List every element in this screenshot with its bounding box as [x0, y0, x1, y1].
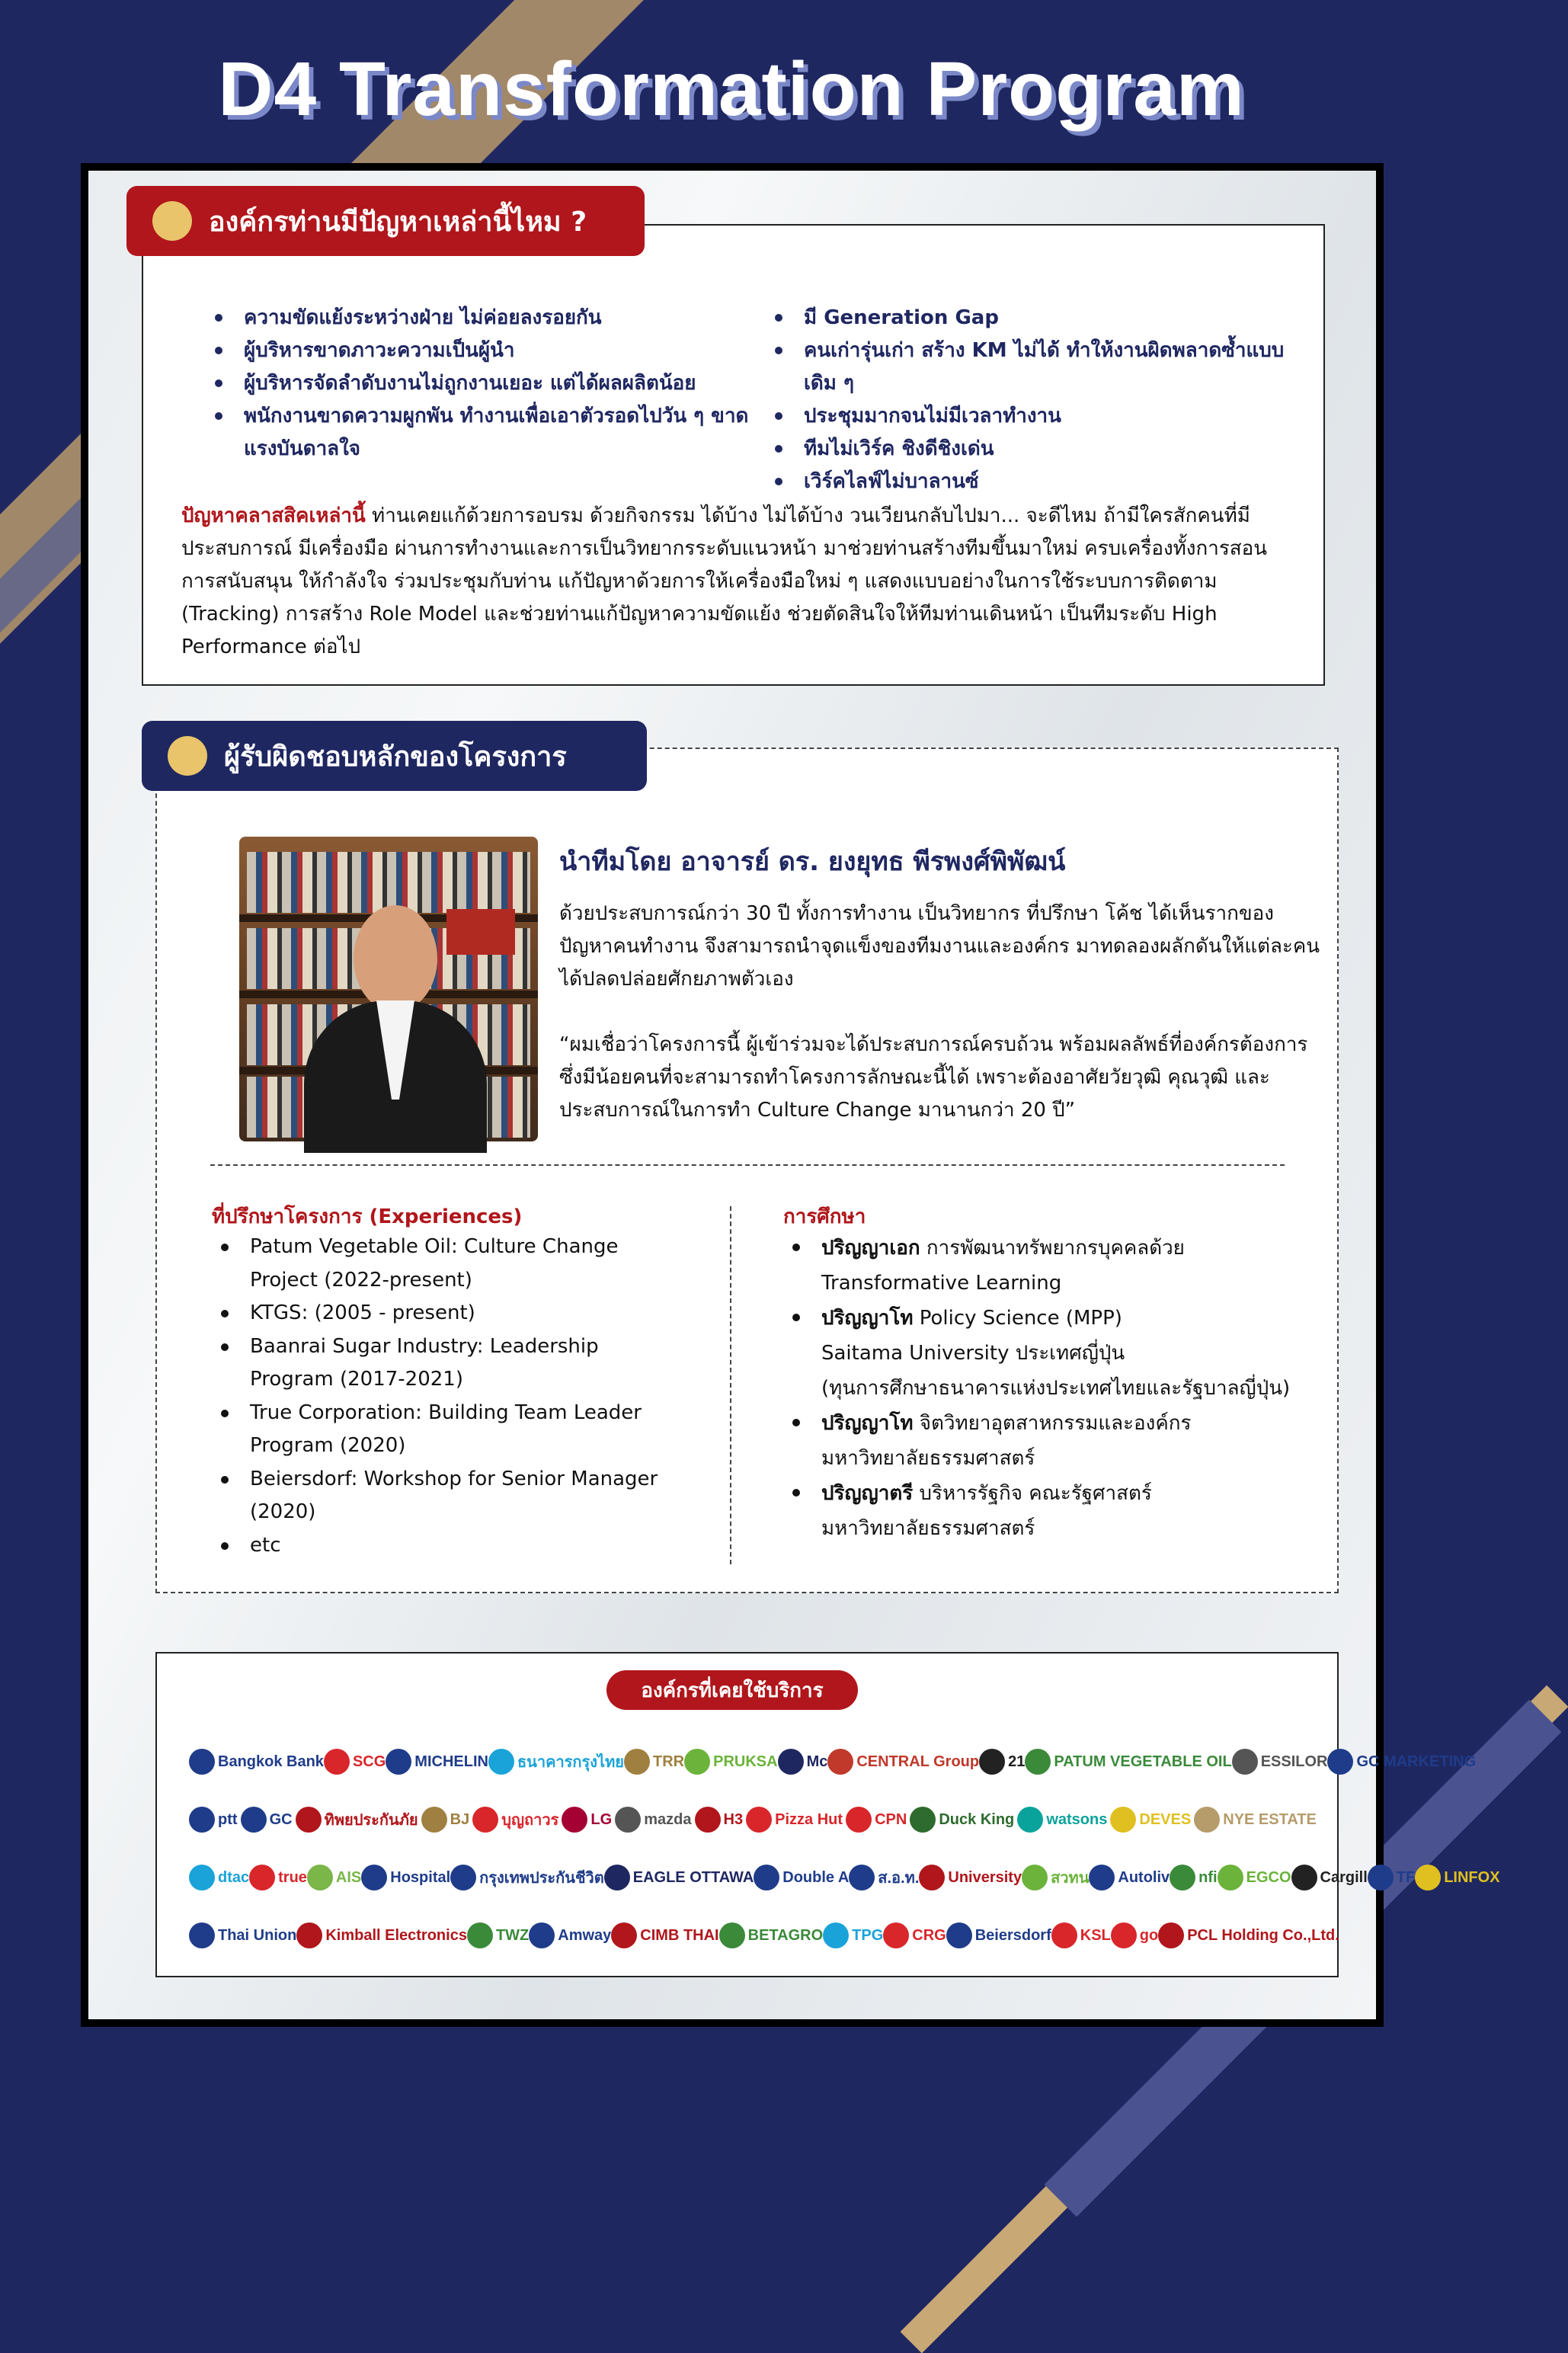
problem-item: ทีมไม่เวิร์ค ชิงดีชิงเด่น	[772, 433, 1290, 466]
degree-level: ปริญญาโท	[821, 1307, 914, 1330]
client-logo	[615, 1807, 691, 1833]
experience-list	[212, 1231, 684, 1562]
client-logo-text: Bangkok Bank	[218, 1753, 324, 1770]
client-logo-text: BETAGRO	[747, 1926, 824, 1944]
client-logo	[1022, 1865, 1089, 1890]
client-logo	[1291, 1865, 1368, 1890]
leader-section	[155, 748, 1339, 1593]
client-logo-text: กรุงเทพประกันชีวิต	[479, 1870, 604, 1887]
client-logo-text: dtac	[218, 1868, 250, 1886]
client-logo	[684, 1749, 777, 1775]
logo-mark-icon	[611, 1922, 637, 1948]
logo-mark-icon	[695, 1807, 721, 1833]
client-logo-text: Mc	[806, 1753, 828, 1770]
degree-detail: Transformative Learning	[821, 1272, 1062, 1295]
logo-mark-icon	[421, 1807, 447, 1833]
client-logo	[1110, 1807, 1191, 1833]
divider	[210, 1164, 1285, 1166]
client-logo-text: Beiersdorf	[974, 1926, 1051, 1944]
logo-mark-icon	[1291, 1865, 1317, 1890]
client-logo-text: EGCO	[1246, 1868, 1291, 1886]
logo-row	[189, 1849, 1500, 1906]
content-frame	[81, 163, 1500, 2027]
person-head	[354, 905, 437, 1012]
client-logo-text: GC	[269, 1810, 293, 1828]
logo-mark-icon	[1415, 1865, 1441, 1890]
logo-mark-icon	[189, 1749, 215, 1775]
client-logo	[1218, 1865, 1291, 1890]
clients-heading: องค์กรที่เคยใช้บริการ	[606, 1670, 858, 1710]
problems-highlight: ปัญหาคลาสสิคเหล่านี้	[181, 504, 366, 527]
client-logo-text: NYE ESTATE	[1223, 1810, 1317, 1828]
client-logo-text: ธนาคารกรุงไทย	[517, 1754, 624, 1771]
experience-item: Patum Vegetable Oil: Culture Change Project (2022-present)	[212, 1231, 684, 1297]
logo-mark-icon	[1158, 1922, 1184, 1948]
bookshelf	[247, 852, 530, 913]
problem-item: พนักงานขาดความผูกพัน ทำงานเพื่อเอาตัวรอดไปวัน ๆ ขาดแรงบันดาลใจ	[212, 400, 772, 466]
client-logo-text: Pizza Hut	[775, 1810, 843, 1828]
client-logo	[746, 1807, 843, 1833]
logo-mark-icon	[1327, 1749, 1353, 1775]
client-logo-text: Autoliv	[1118, 1868, 1170, 1886]
logo-mark-icon	[189, 1922, 215, 1948]
client-logo-text: Hospital	[390, 1868, 451, 1886]
client-logo	[1017, 1807, 1107, 1833]
client-logo	[488, 1749, 624, 1775]
logo-mark-icon	[883, 1922, 909, 1948]
client-logo-text: CRG	[912, 1926, 946, 1944]
bullet-dot-icon	[152, 201, 192, 241]
problem-item: เวิร์คไลฟ์ไม่บาลานซ์	[772, 466, 1290, 498]
client-logo-text: สวทน	[1051, 1870, 1090, 1887]
client-logo-text: BJ	[450, 1810, 470, 1828]
experience-item: Baanrai Sugar Industry: Leadership Program (2017-2021)	[212, 1330, 684, 1397]
logo-row	[189, 1791, 1317, 1849]
client-logo	[1194, 1807, 1317, 1833]
client-logo	[529, 1922, 611, 1948]
client-logo-text: LINFOX	[1444, 1868, 1500, 1886]
client-logo	[1025, 1749, 1231, 1775]
client-logo	[919, 1865, 1022, 1890]
logo-mark-icon	[1017, 1807, 1043, 1833]
client-logo	[979, 1749, 1025, 1775]
client-logo	[1415, 1865, 1499, 1890]
client-logo	[823, 1922, 883, 1948]
problems-section	[142, 224, 1325, 686]
logo-mark-icon	[488, 1749, 514, 1775]
problem-item: ประชุมมากจนไม่มีเวลาทำงาน	[772, 400, 1290, 433]
logo-mark-icon	[529, 1922, 555, 1948]
client-logo-text: Double A	[782, 1868, 850, 1886]
logo-mark-icon	[1111, 1922, 1137, 1948]
logo-mark-icon	[823, 1922, 849, 1948]
client-logo-text: KSL	[1080, 1926, 1111, 1944]
client-logo	[1111, 1922, 1158, 1948]
client-logo-text: EAGLE OTTAWA	[632, 1868, 754, 1886]
client-logo-text: ptt	[218, 1810, 238, 1828]
logo-mark-icon	[1232, 1749, 1258, 1775]
client-logo	[324, 1749, 386, 1775]
education-item	[783, 1406, 1301, 1476]
client-logo-text: mazda	[644, 1810, 692, 1828]
logo-mark-icon	[604, 1865, 630, 1890]
client-logo-text: H3	[723, 1810, 744, 1828]
logo-mark-icon	[324, 1749, 350, 1775]
problems-heading-text: องค์กรท่านมีปัญหาเหล่านี้ไหม ?	[209, 206, 587, 238]
client-logo	[1051, 1922, 1111, 1948]
problems-list-right	[772, 302, 1290, 498]
client-logo	[719, 1922, 824, 1948]
client-logo-text: MICHELIN	[414, 1753, 488, 1770]
client-logo-text: ส.อ.ท.	[878, 1870, 920, 1887]
logo-mark-icon	[249, 1865, 275, 1890]
logo-mark-icon	[979, 1749, 1005, 1775]
client-logo-text: true	[278, 1868, 307, 1886]
client-logo	[386, 1749, 488, 1775]
logo-mark-icon	[1218, 1865, 1243, 1890]
client-logo-text: nfi	[1198, 1868, 1218, 1886]
client-logo	[1170, 1865, 1217, 1890]
client-logo	[450, 1865, 604, 1890]
client-logo-text: PCL Holding Co.,Ltd.	[1187, 1926, 1339, 1944]
logo-mark-icon	[615, 1807, 641, 1833]
client-logo	[849, 1865, 919, 1890]
education-item	[783, 1301, 1301, 1406]
client-logo	[467, 1922, 529, 1948]
logo-mark-icon	[910, 1807, 936, 1833]
client-logo	[1368, 1865, 1415, 1890]
client-logo-text: TF	[1396, 1868, 1416, 1886]
logo-mark-icon	[472, 1807, 498, 1833]
logo-mark-icon	[361, 1865, 387, 1890]
logo-mark-icon	[719, 1922, 745, 1948]
content-paper	[88, 171, 1500, 2019]
client-logo-text: CENTRAL Group	[856, 1753, 980, 1770]
client-logo-text: PRUKSA	[713, 1753, 778, 1770]
logo-mark-icon	[1194, 1807, 1220, 1833]
client-logo	[361, 1865, 450, 1890]
client-logo-text: PATUM VEGETABLE OIL	[1054, 1753, 1232, 1770]
logo-mark-icon	[846, 1807, 872, 1833]
experience-item: True Corporation: Building Team Leader Program (2020)	[212, 1397, 684, 1463]
client-logo	[421, 1807, 470, 1833]
leader-quote: “ผมเชื่อว่าโครงการนี้ ผู้เข้าร่วมจะได้ประสบการณ์ครบถ้วน พร้อมผลลัพธ์ที่องค์กรต้องการ ซึ่งมีน้อยคนที่จะสามารถทำโครงการลักษณะนี้ได้ เพราะต้องอาศัยวัยวุฒิ คุณวุฒิ และประสบการณ์ในการทำ Culture Change มานานกว่า 20 ปี”	[559, 1033, 1308, 1122]
degree-detail: มหาวิทยาลัยธรรมศาสตร์	[821, 1517, 1035, 1540]
problem-item: ผู้บริหารขาดภาวะความเป็นผู้นำ	[212, 335, 772, 367]
client-logo-text: Cargill	[1320, 1868, 1368, 1886]
logo-mark-icon	[189, 1807, 215, 1833]
education-heading: การศึกษา	[783, 1205, 866, 1228]
bullet-dot-icon	[168, 736, 207, 776]
problem-item: ความขัดแย้งระหว่างฝ่าย ไม่ค่อยลงรอยกัน	[212, 302, 772, 335]
logo-mark-icon	[624, 1749, 650, 1775]
client-logo	[241, 1807, 293, 1833]
degree-detail: (ทุนการศึกษาธนาคารแห่งประเทศไทยและรัฐบาลญี่ปุ่น)	[821, 1377, 1291, 1400]
client-logo-text: ESSILOR	[1260, 1753, 1328, 1770]
client-logo-text: CIMB THAI	[640, 1926, 719, 1944]
degree-detail: การพัฒนาทรัพยากรบุคคลด้วย	[926, 1237, 1185, 1260]
client-logo-text: go	[1139, 1926, 1159, 1944]
degree-detail: Saitama University ประเทศญี่ปุ่น	[821, 1342, 1125, 1365]
clients-section	[155, 1652, 1500, 1977]
client-logo	[1327, 1749, 1476, 1775]
client-logo	[883, 1922, 946, 1948]
client-logo	[910, 1807, 1014, 1833]
client-logo-text: 21	[1008, 1753, 1026, 1770]
client-logo	[695, 1807, 744, 1833]
client-logo	[1232, 1749, 1328, 1775]
client-logo-text: Kimball Electronics	[325, 1926, 467, 1944]
client-logo	[846, 1807, 907, 1833]
problem-item: มี Generation Gap	[772, 302, 1290, 335]
client-logo	[249, 1865, 307, 1890]
logo-mark-icon	[189, 1865, 215, 1890]
client-logo	[189, 1865, 249, 1890]
degree-level: ปริญญาตรี	[821, 1482, 914, 1505]
client-logo-text: TRR	[653, 1753, 685, 1770]
client-logo-text: University	[948, 1868, 1022, 1886]
logo-mark-icon	[849, 1865, 875, 1890]
logo-mark-icon	[307, 1865, 333, 1890]
logo-mark-icon	[1110, 1807, 1136, 1833]
degree-detail: มหาวิทยาลัยธรรมศาสตร์	[821, 1447, 1035, 1470]
client-logo-text: SCG	[352, 1753, 386, 1770]
client-logo-text: Thai Union	[218, 1926, 297, 1944]
client-logo	[754, 1865, 849, 1890]
client-logo	[1089, 1865, 1170, 1890]
client-logo-text: GC MARKETING	[1356, 1753, 1477, 1770]
degree-detail: Policy Science (MPP)	[919, 1307, 1122, 1330]
logo-mark-icon	[1089, 1865, 1115, 1890]
logo-mark-icon	[778, 1749, 804, 1775]
experience-heading: ที่ปรึกษาโครงการ (Experiences)	[212, 1205, 523, 1228]
logo-mark-icon	[296, 1922, 322, 1948]
client-logo-text: ทิพยประกันภัย	[324, 1812, 418, 1829]
education-item	[783, 1231, 1301, 1301]
client-logo	[296, 1807, 418, 1833]
logo-mark-icon	[1022, 1865, 1048, 1890]
client-logo-text: watsons	[1046, 1810, 1108, 1828]
logo-mark-icon	[562, 1807, 587, 1833]
client-logo-text: TPG	[852, 1926, 884, 1944]
problem-item: คนเก่ารุ่นเก่า สร้าง KM ไม่ได้ ทำให้งานผิดพลาดซ้ำแบบเดิม ๆ	[772, 335, 1290, 400]
experience-item: Beiersdorf: Workshop for Senior Manager (2020)	[212, 1463, 684, 1529]
logo-mark-icon	[684, 1749, 710, 1775]
logo-mark-icon	[1368, 1865, 1394, 1890]
problem-item: ผู้บริหารจัดลำดับงานไม่ถูกงานเยอะ แต่ได้ผลผลิตน้อย	[212, 367, 772, 400]
logo-mark-icon	[1051, 1922, 1077, 1948]
client-logo	[296, 1922, 467, 1948]
logo-mark-icon	[827, 1749, 853, 1775]
degree-detail: บริหารรัฐกิจ คณะรัฐศาสตร์	[919, 1482, 1152, 1505]
client-logo-text: CPN	[875, 1810, 907, 1828]
leader-heading	[142, 721, 647, 791]
experience-item: etc	[212, 1529, 684, 1563]
logo-mark-icon	[1025, 1749, 1051, 1775]
logo-mark-icon	[919, 1865, 945, 1890]
client-logo	[778, 1749, 828, 1775]
client-logo	[189, 1922, 296, 1948]
client-logo	[946, 1922, 1051, 1948]
client-logo	[611, 1922, 718, 1948]
client-logo-text: Amway	[558, 1926, 612, 1944]
page-title: D4 Transformation Program	[218, 46, 1245, 132]
leader-name: นำทีมโดย อาจารย์ ดร. ยงยุทธ พีรพงศ์พิพัฒน์	[559, 847, 1066, 877]
logo-mark-icon	[746, 1807, 772, 1833]
client-logo-text: บุญถาวร	[501, 1812, 559, 1829]
problems-columns	[212, 302, 1294, 498]
education-item	[783, 1476, 1301, 1546]
logo-mark-icon	[241, 1807, 267, 1833]
problems-heading	[126, 186, 645, 256]
leader-photo	[239, 837, 538, 1141]
book	[446, 909, 515, 955]
logo-mark-icon	[1170, 1865, 1195, 1890]
client-logo	[827, 1749, 979, 1775]
logo-mark-icon	[754, 1865, 779, 1890]
logo-mark-icon	[450, 1865, 476, 1890]
problems-body: ท่านเคยแก้ด้วยการอบรม ด้วยกิจกรรม ได้บ้าง ไม่ได้บ้าง วนเวียนกลับไปมา... จะดีไหม ถ้ามีใครสักคนที่มีประสบการณ์ มีเครื่องมือ ผ่านการทำงานและการเป็นวิทยากรระดับแนวหน้า มาช่วยท่านสร้างทีมขึ้นมาใหม่ ครบเครื่องทั้งการสอน การสนับสนุน ให้กำลังใจ ร่วมประชุมกับท่าน แก้ปัญหาด้วยการให้เครื่องมือใหม่ ๆ แสดงแบบอย่างในการใช้ระบบการติดตาม (Tracking) การสร้าง Role Model และช่วยท่านแก้ปัญหาความขัดแย้ง ช่วยตัดสินใจให้ทีมท่านเดินหน้า เป็นทีมระดับ High Performance ต่อไป	[181, 504, 1268, 658]
logo-mark-icon	[296, 1807, 322, 1833]
client-logo-text: DEVES	[1139, 1810, 1192, 1828]
client-logo-text: Duck King	[939, 1810, 1015, 1828]
divider	[730, 1206, 731, 1564]
logo-row	[189, 1733, 1477, 1791]
client-logo	[604, 1865, 754, 1890]
client-logo-text: LG	[590, 1810, 613, 1828]
leader-heading-text: ผู้รับผิดชอบหลักของโครงการ	[224, 741, 567, 773]
problems-list-left	[212, 302, 772, 498]
client-logo-text: TWZ	[495, 1926, 530, 1944]
logo-mark-icon	[946, 1922, 972, 1948]
client-logo	[562, 1807, 612, 1833]
logo-mark-icon	[386, 1749, 411, 1775]
client-logo	[472, 1807, 558, 1833]
degree-level: ปริญญาเอก	[821, 1237, 920, 1260]
degree-level: ปริญญาโท	[821, 1412, 914, 1435]
leader-bio: ด้วยประสบการณ์กว่า 30 ปี ทั้งการทำงาน เป็นวิทยากร ที่ปรึกษา โค้ช ได้เห็นรากของปัญหาคนทำงาน จึงสามารถนำจุดแข็งของทีมงานและองค์กร มาทดลองผลักดันให้แต่ละคนได้ปลดปล่อยศักยภาพตัวเอง	[559, 902, 1320, 991]
logo-mark-icon	[467, 1922, 493, 1948]
education-list	[783, 1231, 1301, 1546]
degree-detail: จิตวิทยาอุตสาหกรรมและองค์กร	[919, 1412, 1192, 1435]
client-logos	[189, 1733, 1500, 1964]
problems-paragraph	[181, 500, 1301, 664]
client-logo	[1158, 1922, 1339, 1948]
logo-row	[189, 1906, 1339, 1964]
client-logo	[624, 1749, 684, 1775]
client-logo	[189, 1749, 324, 1775]
client-logo-text: AIS	[335, 1868, 362, 1886]
client-logo	[307, 1865, 361, 1890]
client-logo	[189, 1807, 238, 1833]
experience-item: KTGS: (2005 - present)	[212, 1297, 684, 1330]
